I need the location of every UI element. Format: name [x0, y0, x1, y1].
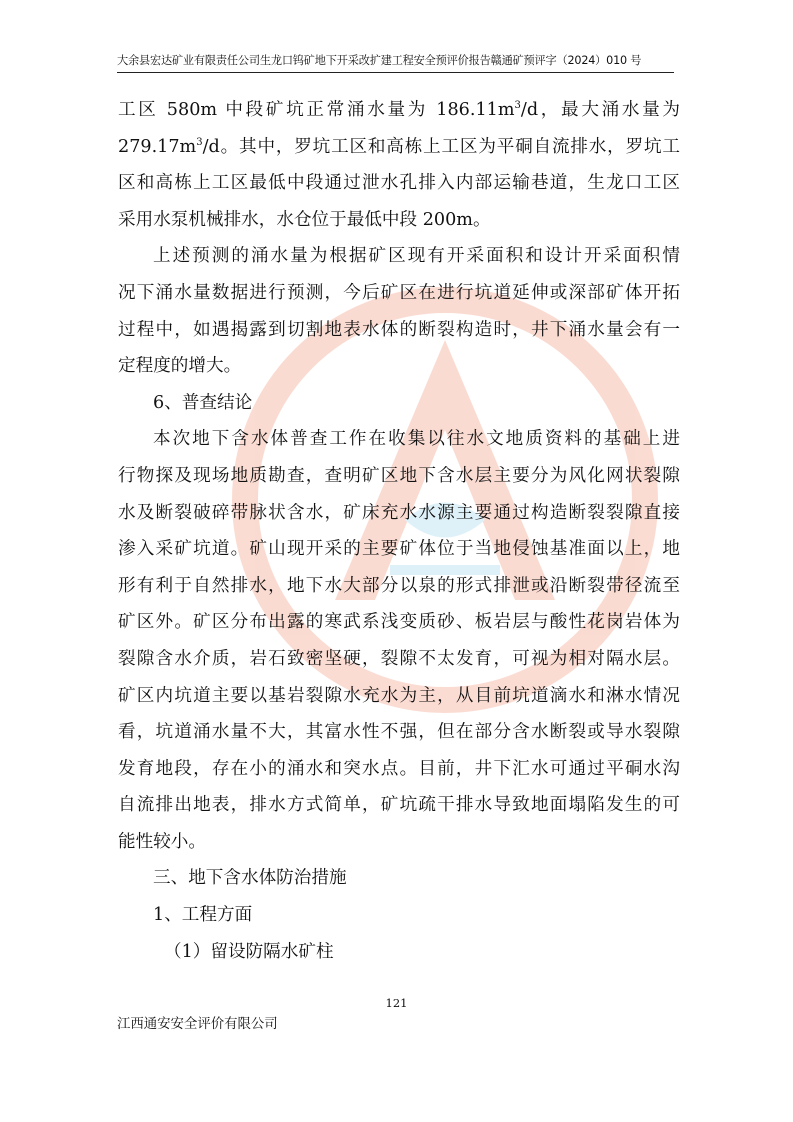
page-number: 121 — [385, 996, 408, 1010]
subsection-heading: 1、工程方面 — [153, 905, 253, 926]
page-header: 大余县宏达矿业有限责任公司生龙口钨矿地下开采改扩建工程安全预评价报告赣通矿预评字（2024）010 号 — [117, 54, 642, 67]
document-body — [118, 92, 680, 970]
footer-company: 江西通安安全评价有限公司 — [117, 1017, 278, 1032]
section-heading: 三、地下含水体防治措施 — [153, 868, 347, 889]
text-line: 本次地下含水体普查工作在收集以往水文地质资料的基础上进 — [153, 429, 680, 450]
text-line: 形有利于自然排水，地下水大部分以泉的形式排泄或沿断裂带径流至 — [118, 575, 680, 596]
text-line: 裂隙含水介质，岩石致密坚硬，裂隙不太发育，可视为相对隔水层。 — [118, 648, 680, 669]
text-line: 水及断裂破碎带脉状含水，矿床充水水源主要通过构造断裂裂隙直接 — [118, 502, 680, 523]
text-line: 行物探及现场地质勘查，查明矿区地下含水层主要分为风化网状裂隙 — [118, 465, 680, 486]
subsubsection-heading: （1）留设防隔水矿柱 — [164, 941, 334, 962]
header-divider — [117, 72, 674, 73]
text-line: 上述预测的涌水量为根据矿区现有开采面积和设计开采面积情 — [153, 246, 680, 267]
text-line: 况下涌水量数据进行预测，今后矿区在进行坑道延伸或深部矿体开拓 — [118, 282, 680, 303]
text-line: 能性较小。 — [118, 831, 206, 852]
section-heading: 6、普查结论 — [153, 392, 253, 413]
text-line: 定程度的增大。 — [118, 356, 242, 377]
text-line: 渗入采矿坑道。矿山现开采的主要矿体位于当地侵蚀基准面以上，地 — [118, 539, 680, 560]
text-line: $279.17m^3/d$。其中，罗坑工区和高栋上工区为平硐自流排水，罗坑工 — [118, 136, 680, 157]
text-line: 自流排出地表，排水方式简单，矿坑疏干排水导致地面塌陷发生的可 — [118, 795, 680, 816]
text-line: 区和高栋上工区最低中段通过泄水孔排入内部运输巷道，生龙口工区 — [118, 173, 680, 194]
text-line: 发育地段，存在小的涌水和突水点。目前，井下汇水可通过平硐水沟 — [118, 758, 680, 779]
text-line: 看，坑道涌水量不大，其富水性不强，但在部分含水断裂或导水裂隙 — [118, 722, 680, 743]
text-line: 过程中，如遇揭露到切割地表水体的断裂构造时，井下涌水量会有一 — [118, 319, 680, 340]
text-line: 工区 580m 中段矿坑正常涌水量为 $186.11m^3/d$，最大涌水量为 — [118, 100, 680, 120]
text-line: 采用水泵机械排水，水仓位于最低中段 200m。 — [118, 209, 491, 230]
text-line: 矿区内坑道主要以基岩裂隙水充水为主，从目前坑道滴水和淋水情况 — [118, 685, 680, 706]
text-line: 矿区外。矿区分布出露的寒武系浅变质砂、板岩层与酸性花岗岩体为 — [118, 612, 680, 633]
